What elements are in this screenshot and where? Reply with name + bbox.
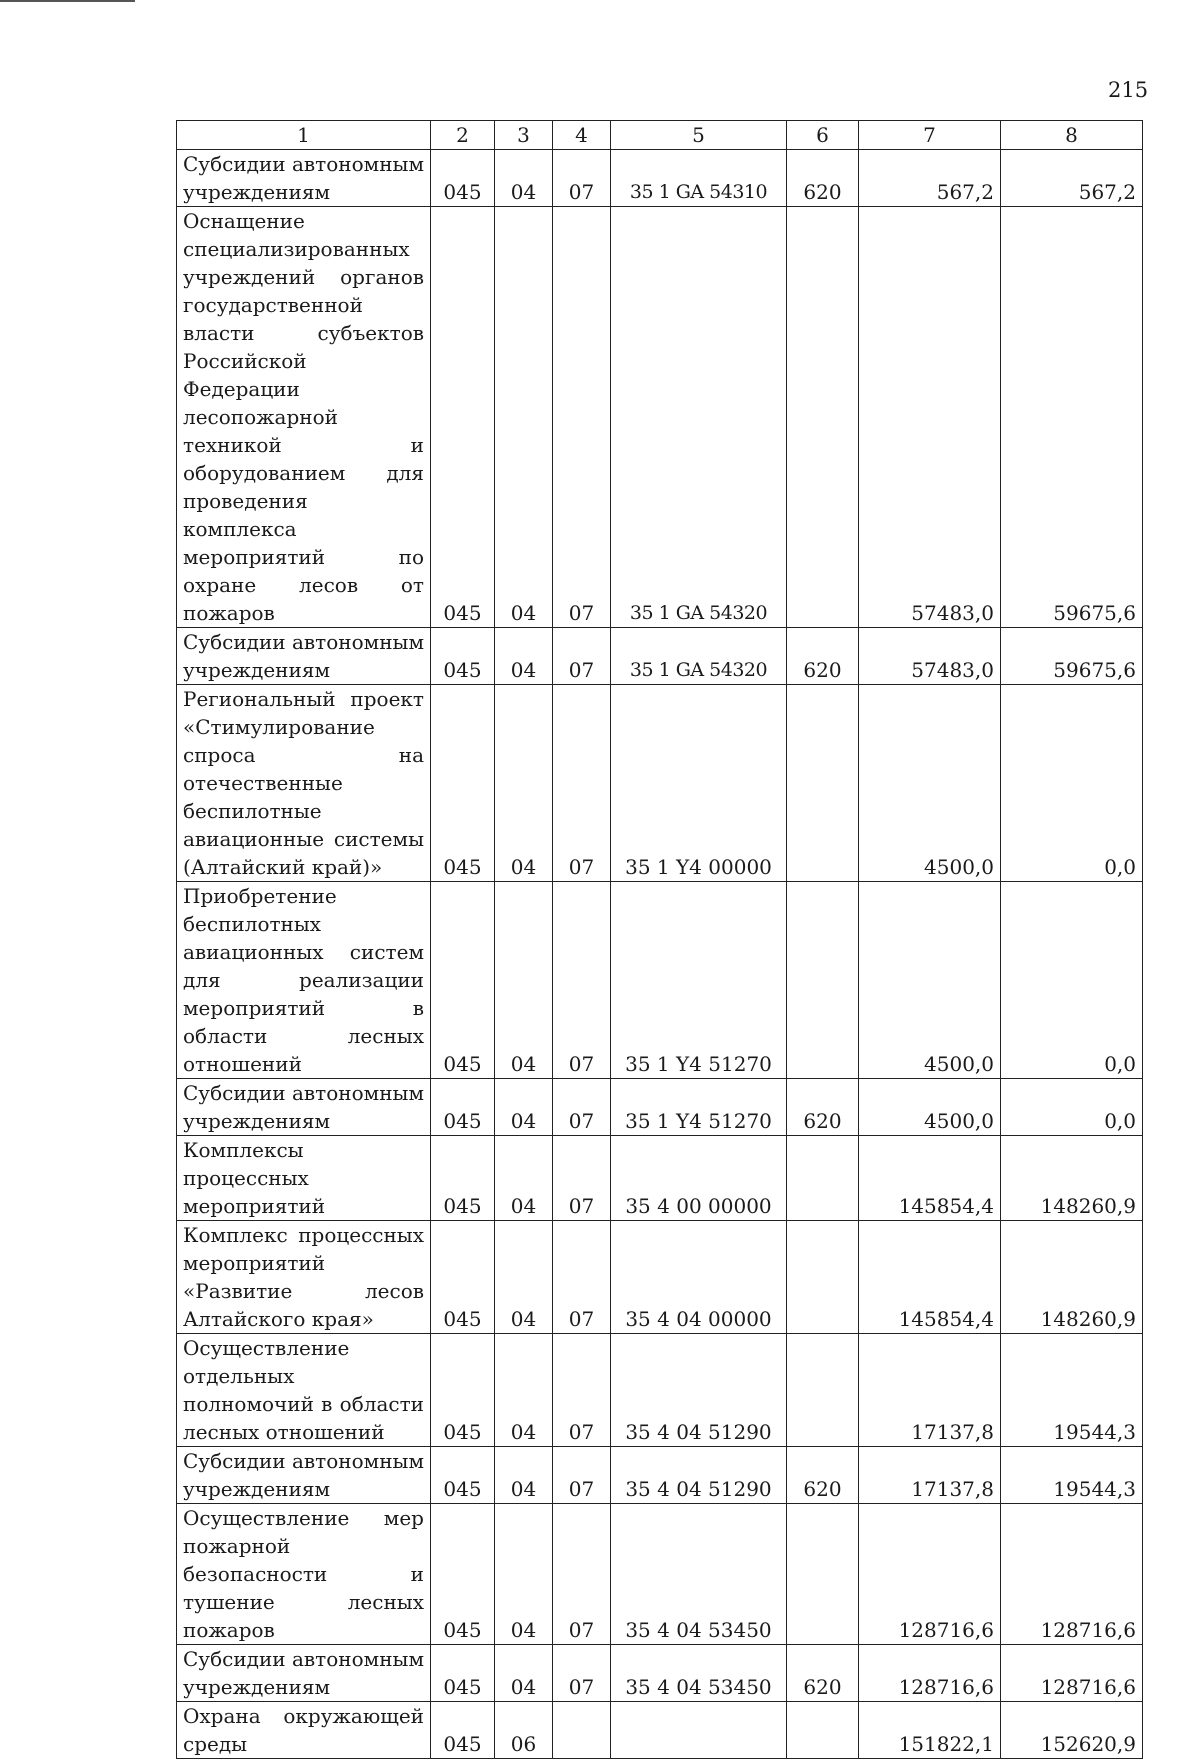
table-row	[177, 1334, 1143, 1447]
row-section-code: 04	[495, 1645, 553, 1702]
row-subsection-code: 07	[553, 207, 611, 628]
row-expense-type	[787, 1504, 859, 1645]
row-target-article: 35 4 04 53450	[611, 1504, 787, 1645]
row-amount-year-1: 4500,0	[859, 1079, 1001, 1136]
row-expense-type	[787, 1221, 859, 1334]
row-expense-type: 620	[787, 150, 859, 207]
row-admin-code: 045	[431, 1079, 495, 1136]
row-target-article: 35 1 Y4 00000	[611, 685, 787, 882]
row-name: Субсидии автономным учреждениям	[177, 1079, 431, 1136]
table-row	[177, 1079, 1143, 1136]
row-name: Субсидии автономным учреждениям	[177, 1447, 431, 1504]
row-section-code: 04	[495, 628, 553, 685]
row-name: Субсидии автономным учреждениям	[177, 628, 431, 685]
row-subsection-code: 07	[553, 1221, 611, 1334]
table-row	[177, 207, 1143, 628]
row-admin-code: 045	[431, 1136, 495, 1221]
row-subsection-code	[553, 1702, 611, 1759]
row-name: Субсидии автономным учреждениям	[177, 1645, 431, 1702]
row-admin-code: 045	[431, 685, 495, 882]
scan-edge-mark	[0, 0, 135, 2]
row-name: Оснащение специализированных учреждений органов государственной власти субъектов Российской Федерации лесопожарной техникой и оборудованием для проведения комплекса мероприятий по охране лесов от пожаров	[177, 207, 431, 628]
row-admin-code: 045	[431, 1334, 495, 1447]
page-number: 215	[1108, 78, 1149, 102]
row-amount-year-1: 17137,8	[859, 1334, 1001, 1447]
row-target-article: 35 4 04 51290	[611, 1334, 787, 1447]
row-amount-year-2: 148260,9	[1001, 1221, 1143, 1334]
row-section-code: 04	[495, 207, 553, 628]
row-expense-type	[787, 1702, 859, 1759]
row-admin-code: 045	[431, 628, 495, 685]
row-section-code: 04	[495, 685, 553, 882]
row-amount-year-2: 567,2	[1001, 150, 1143, 207]
row-target-article: 35 4 04 00000	[611, 1221, 787, 1334]
row-amount-year-2: 0,0	[1001, 1079, 1143, 1136]
row-section-code: 04	[495, 1504, 553, 1645]
row-amount-year-2: 59675,6	[1001, 628, 1143, 685]
header-col-3: 3	[495, 121, 553, 150]
row-admin-code: 045	[431, 1702, 495, 1759]
row-section-code: 06	[495, 1702, 553, 1759]
row-expense-type	[787, 685, 859, 882]
row-admin-code: 045	[431, 882, 495, 1079]
header-col-4: 4	[553, 121, 611, 150]
row-amount-year-2: 128716,6	[1001, 1504, 1143, 1645]
row-expense-type: 620	[787, 1645, 859, 1702]
header-col-1: 1	[177, 121, 431, 150]
table-row	[177, 685, 1143, 882]
row-target-article: 35 4 00 00000	[611, 1136, 787, 1221]
row-amount-year-1: 57483,0	[859, 207, 1001, 628]
row-expense-type	[787, 207, 859, 628]
row-admin-code: 045	[431, 1221, 495, 1334]
row-target-article: 35 1 GA 54320	[611, 628, 787, 685]
column-number-row	[177, 121, 1143, 150]
header-col-5: 5	[611, 121, 787, 150]
table-row	[177, 1221, 1143, 1334]
row-expense-type: 620	[787, 1079, 859, 1136]
table-row	[177, 1136, 1143, 1221]
header-col-6: 6	[787, 121, 859, 150]
row-subsection-code: 07	[553, 1334, 611, 1447]
row-subsection-code: 07	[553, 882, 611, 1079]
row-admin-code: 045	[431, 1504, 495, 1645]
row-expense-type: 620	[787, 1447, 859, 1504]
row-admin-code: 045	[431, 1447, 495, 1504]
row-amount-year-1: 151822,1	[859, 1702, 1001, 1759]
row-subsection-code: 07	[553, 1079, 611, 1136]
row-subsection-code: 07	[553, 685, 611, 882]
row-target-article	[611, 1702, 787, 1759]
table-row	[177, 1702, 1143, 1759]
table-row	[177, 1447, 1143, 1504]
row-amount-year-2: 0,0	[1001, 882, 1143, 1079]
row-amount-year-1: 128716,6	[859, 1504, 1001, 1645]
table-row	[177, 1645, 1143, 1702]
row-section-code: 04	[495, 1447, 553, 1504]
table-row	[177, 882, 1143, 1079]
row-target-article: 35 4 04 53450	[611, 1645, 787, 1702]
header-col-8: 8	[1001, 121, 1143, 150]
row-name: Региональный проект «Стимулирование спроса на отечественные беспилотные авиационные системы (Алтайский край)»	[177, 685, 431, 882]
row-section-code: 04	[495, 1079, 553, 1136]
row-amount-year-1: 567,2	[859, 150, 1001, 207]
row-subsection-code: 07	[553, 1645, 611, 1702]
row-section-code: 04	[495, 1136, 553, 1221]
row-amount-year-2: 152620,9	[1001, 1702, 1143, 1759]
row-expense-type	[787, 1136, 859, 1221]
header-col-7: 7	[859, 121, 1001, 150]
row-section-code: 04	[495, 1221, 553, 1334]
row-admin-code: 045	[431, 207, 495, 628]
table-row	[177, 150, 1143, 207]
row-amount-year-2: 19544,3	[1001, 1447, 1143, 1504]
row-expense-type	[787, 1334, 859, 1447]
row-target-article: 35 1 Y4 51270	[611, 882, 787, 1079]
row-expense-type: 620	[787, 628, 859, 685]
row-subsection-code: 07	[553, 1504, 611, 1645]
row-subsection-code: 07	[553, 1136, 611, 1221]
row-name: Субсидии автономным учреждениям	[177, 150, 431, 207]
row-amount-year-1: 4500,0	[859, 685, 1001, 882]
row-amount-year-2: 128716,6	[1001, 1645, 1143, 1702]
row-section-code: 04	[495, 882, 553, 1079]
row-amount-year-2: 19544,3	[1001, 1334, 1143, 1447]
row-target-article: 35 4 04 51290	[611, 1447, 787, 1504]
row-amount-year-2: 59675,6	[1001, 207, 1143, 628]
row-name: Комплекс процессных мероприятий «Развитие лесов Алтайского края»	[177, 1221, 431, 1334]
budget-table	[176, 120, 1143, 1759]
row-target-article: 35 1 GA 54320	[611, 207, 787, 628]
row-amount-year-1: 17137,8	[859, 1447, 1001, 1504]
row-amount-year-1: 128716,6	[859, 1645, 1001, 1702]
table-row	[177, 1504, 1143, 1645]
row-section-code: 04	[495, 150, 553, 207]
row-amount-year-2: 0,0	[1001, 685, 1143, 882]
row-name: Охрана окружающей среды	[177, 1702, 431, 1759]
row-section-code: 04	[495, 1334, 553, 1447]
row-expense-type	[787, 882, 859, 1079]
row-amount-year-1: 57483,0	[859, 628, 1001, 685]
row-admin-code: 045	[431, 1645, 495, 1702]
row-amount-year-1: 4500,0	[859, 882, 1001, 1079]
row-name: Осуществление отдельных полномочий в области лесных отношений	[177, 1334, 431, 1447]
row-amount-year-2: 148260,9	[1001, 1136, 1143, 1221]
table-row	[177, 628, 1143, 685]
row-amount-year-1: 145854,4	[859, 1136, 1001, 1221]
row-admin-code: 045	[431, 150, 495, 207]
row-amount-year-1: 145854,4	[859, 1221, 1001, 1334]
row-name: Комплексы процессных мероприятий	[177, 1136, 431, 1221]
row-name: Осуществление мер пожарной безопасности и тушение лесных пожаров	[177, 1504, 431, 1645]
header-col-2: 2	[431, 121, 495, 150]
row-name: Приобретение беспилотных авиационных систем для реализации мероприятий в области лесных отношений	[177, 882, 431, 1079]
row-target-article: 35 1 Y4 51270	[611, 1079, 787, 1136]
row-subsection-code: 07	[553, 1447, 611, 1504]
row-target-article: 35 1 GA 54310	[611, 150, 787, 207]
row-subsection-code: 07	[553, 150, 611, 207]
row-subsection-code: 07	[553, 628, 611, 685]
